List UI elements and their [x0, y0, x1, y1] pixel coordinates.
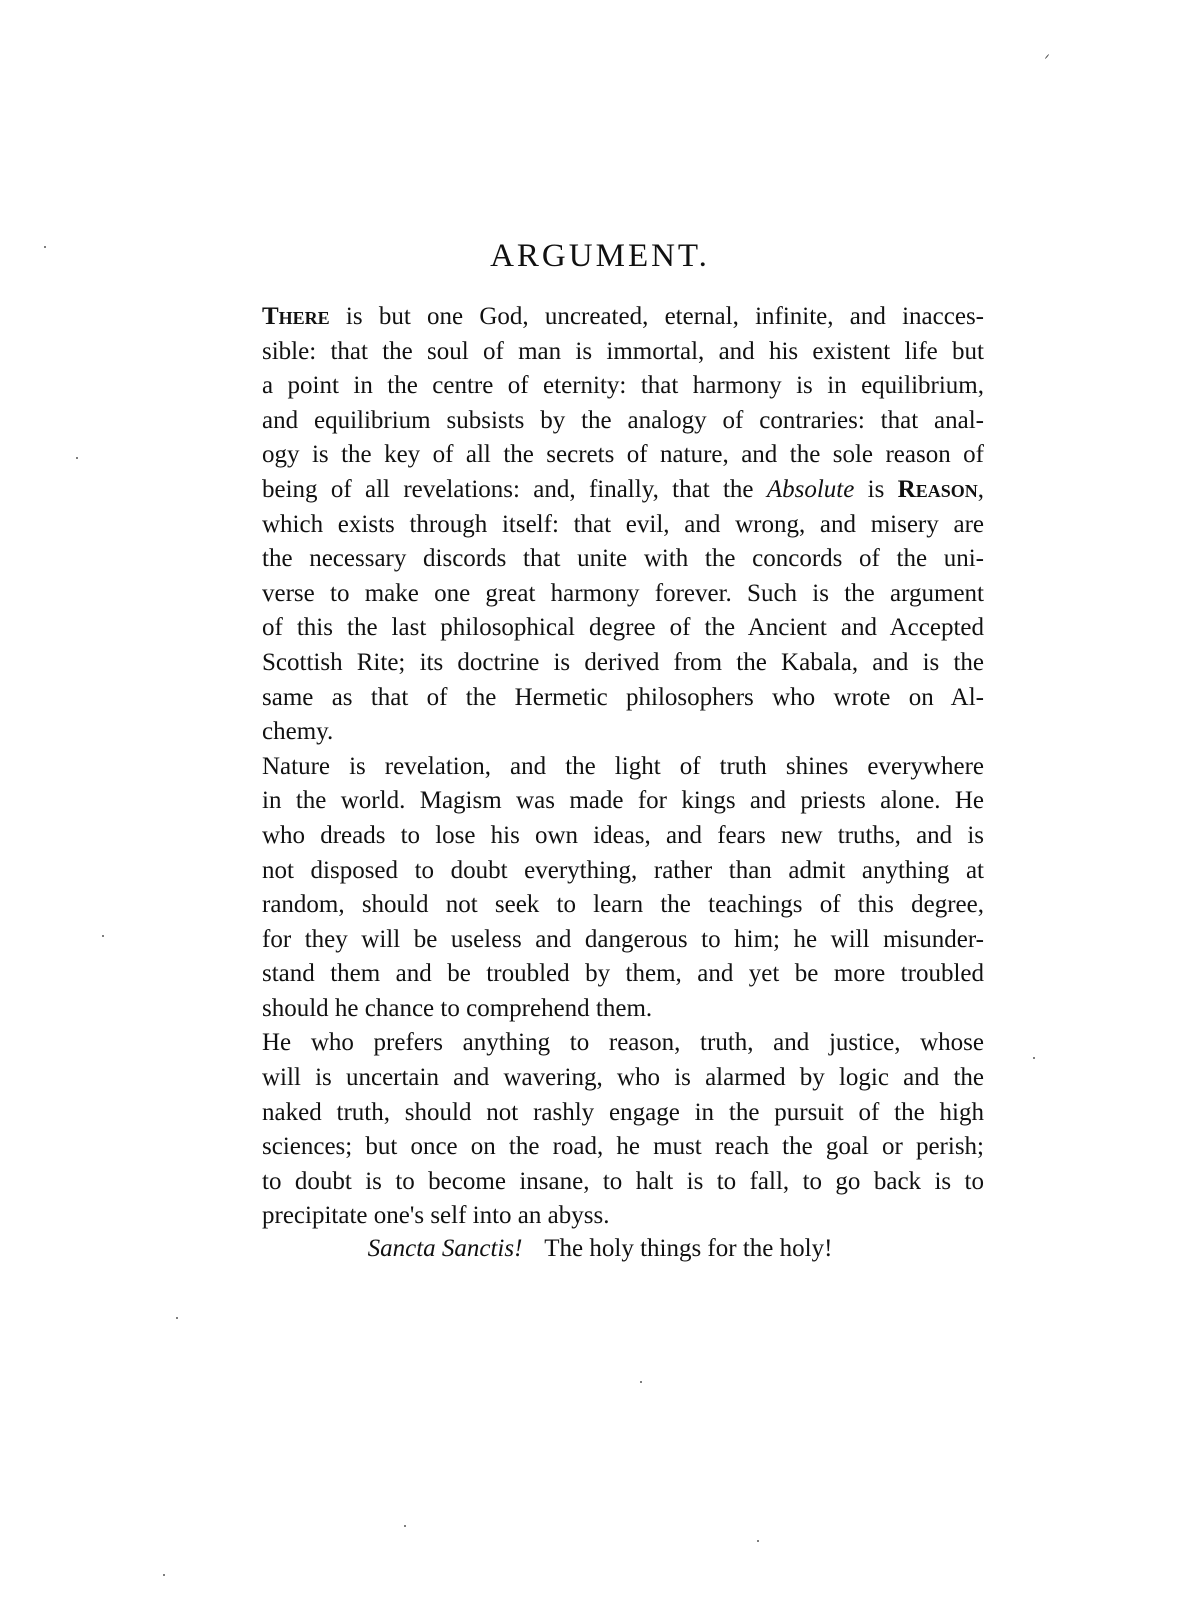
text-line: stand them and be troubled by them, and yet be more troubled	[262, 960, 984, 988]
scan-speck	[1045, 54, 1050, 59]
text-line: should he chance to comprehend them.	[262, 994, 653, 1022]
text-line: will is uncertain and wavering, who is alarmed by logic and the	[262, 1064, 984, 1092]
closing-motto	[0, 1235, 1200, 1263]
scan-speck	[76, 457, 78, 459]
motto-english: The holy things for the holy!	[544, 1235, 833, 1262]
text-line: to doubt is to become insane, to halt is to fall, to go back is to	[262, 1167, 984, 1195]
drop-word: There	[262, 303, 330, 330]
text-line: in the world. Magism was made for kings and priests alone. He	[262, 787, 984, 815]
text-line: being of all revelations: and, finally, that the Absolute is Reason,	[262, 475, 984, 503]
paragraph-1	[262, 300, 984, 750]
text-line: random, should not seek to learn the teachings of this degree,	[262, 891, 984, 919]
text-line: chemy.	[262, 718, 334, 746]
scan-speck	[102, 935, 104, 937]
text-line: which exists through itself: that evil, and wrong, and misery are	[262, 510, 984, 538]
text-line: the necessary discords that unite with the concords of the uni-	[262, 545, 984, 573]
scan-speck	[757, 1540, 759, 1542]
text-line: sible: that the soul of man is immortal, and his existent life but	[262, 337, 984, 365]
text-line: a point in the centre of eternity: that harmony is in equilibrium,	[262, 372, 984, 400]
text-line: Scottish Rite; its doctrine is derived from the Kabala, and is the	[262, 648, 984, 676]
text-line: naked truth, should not rashly engage in the pursuit of the high	[262, 1098, 984, 1126]
text-line: verse to make one great harmony forever. Such is the argument	[262, 579, 984, 607]
scan-speck	[640, 1381, 642, 1383]
paragraph-3	[262, 1026, 984, 1234]
emphasis-absolute: Absolute	[766, 475, 855, 503]
page-title: ARGUMENT.	[490, 238, 710, 274]
text-line: There is but one God, uncreated, eternal, infinite, and inacces-	[262, 303, 984, 330]
motto-latin: Sancta Sanctis!	[367, 1235, 523, 1262]
text-line: who dreads to lose his own ideas, and fears new truths, and is	[262, 821, 984, 849]
text-line: ogy is the key of all the secrets of nature, and the sole reason of	[262, 441, 984, 469]
argument-text	[262, 300, 984, 1234]
scan-speck	[163, 1574, 165, 1576]
text-line: of this the last philosophical degree of the Ancient and Accepted	[262, 614, 984, 642]
paragraph-2	[262, 750, 984, 1027]
text-line: precipitate one's self into an abyss.	[262, 1202, 610, 1230]
text-line: for they will be useless and dangerous to him; he will misunder-	[262, 925, 984, 953]
text-line: Nature is revelation, and the light of truth shines everywhere	[262, 752, 984, 780]
text-line: same as that of the Hermetic philosophers who wrote on Al-	[262, 683, 984, 711]
scan-speck	[1033, 1057, 1035, 1059]
scan-speck	[176, 1317, 178, 1319]
emphasis-reason: Reason	[897, 475, 978, 503]
text-line: and equilibrium subsists by the analogy of contraries: that anal-	[262, 406, 984, 434]
scan-speck	[404, 1525, 406, 1527]
scan-speck	[44, 246, 46, 248]
text-line: not disposed to doubt everything, rather than admit anything at	[262, 856, 984, 884]
text-line: He who prefers anything to reason, truth, and justice, whose	[262, 1029, 984, 1057]
text-line: sciences; but once on the road, he must reach the goal or perish;	[262, 1133, 984, 1161]
